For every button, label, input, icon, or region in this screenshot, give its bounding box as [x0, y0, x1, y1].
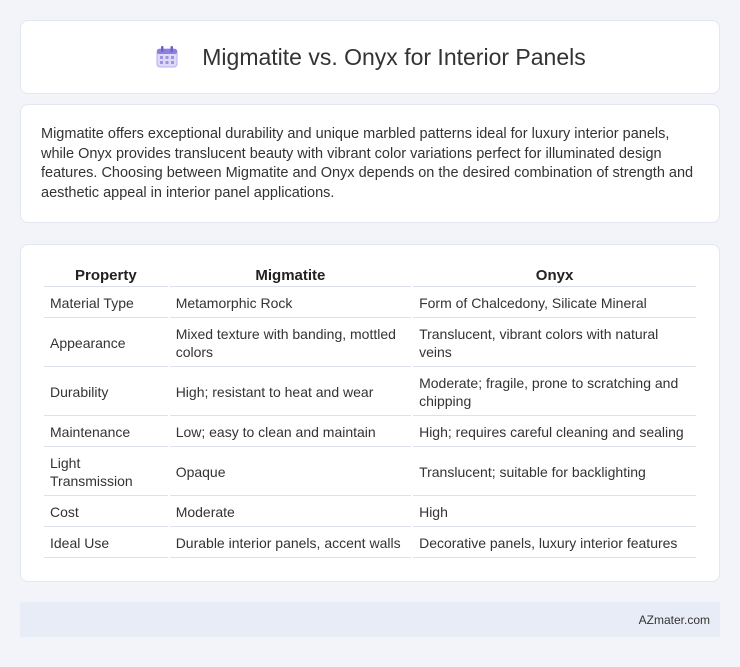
row-onyx: Translucent, vibrant colors with natural veins: [413, 320, 696, 367]
comparison-table-card: [20, 244, 720, 582]
row-migmatite: Opaque: [170, 449, 411, 496]
title-card: [20, 20, 720, 94]
comparison-table: [42, 263, 698, 560]
row-property: Durability: [44, 369, 168, 416]
row-migmatite: High; resistant to heat and wear: [170, 369, 411, 416]
row-migmatite: Moderate: [170, 498, 411, 527]
row-onyx: High: [413, 498, 696, 527]
table-row: [44, 289, 696, 318]
row-property: Ideal Use: [44, 529, 168, 558]
row-onyx: High; requires careful cleaning and sealing: [413, 418, 696, 447]
table-row: [44, 369, 696, 416]
table-row: [44, 449, 696, 496]
footer-site-link[interactable]: AZmater.com: [638, 612, 710, 627]
page-title: Migmatite vs. Onyx for Interior Panels: [202, 43, 586, 70]
row-onyx: Decorative panels, luxury interior features: [413, 529, 696, 558]
table-row: [44, 418, 696, 447]
intro-text: Migmatite offers exceptional durability and unique marbled patterns ideal for luxury interior panels, while Onyx provides translucent beauty with vibrant color variations perfect for illuminated design features. Choosing between Migmatite and Onyx depends on the desired combination of strength and aesthetic appeal in interior panel applications.: [41, 126, 694, 201]
row-property: Appearance: [44, 320, 168, 367]
header-migmatite: Migmatite: [170, 265, 411, 287]
table-row: [44, 320, 696, 367]
footer: [20, 602, 720, 637]
table-row: [44, 498, 696, 527]
row-migmatite: Mixed texture with banding, mottled colors: [170, 320, 411, 367]
row-property: Cost: [44, 498, 168, 527]
table-row: [44, 529, 696, 558]
row-onyx: Translucent; suitable for backlighting: [413, 449, 696, 496]
row-onyx: Form of Chalcedony, Silicate Mineral: [413, 289, 696, 318]
row-migmatite: Metamorphic Rock: [170, 289, 411, 318]
header-property: Property: [44, 265, 168, 287]
row-property: Maintenance: [44, 418, 168, 447]
header-onyx: Onyx: [413, 265, 696, 287]
table-header-row: [44, 265, 696, 287]
row-migmatite: Low; easy to clean and maintain: [170, 418, 411, 447]
intro-card: [20, 104, 720, 223]
calendar-icon: [154, 44, 180, 70]
row-migmatite: Durable interior panels, accent walls: [170, 529, 411, 558]
row-onyx: Moderate; fragile, prone to scratching and chipping: [413, 369, 696, 416]
row-property: Light Transmission: [44, 449, 168, 496]
row-property: Material Type: [44, 289, 168, 318]
